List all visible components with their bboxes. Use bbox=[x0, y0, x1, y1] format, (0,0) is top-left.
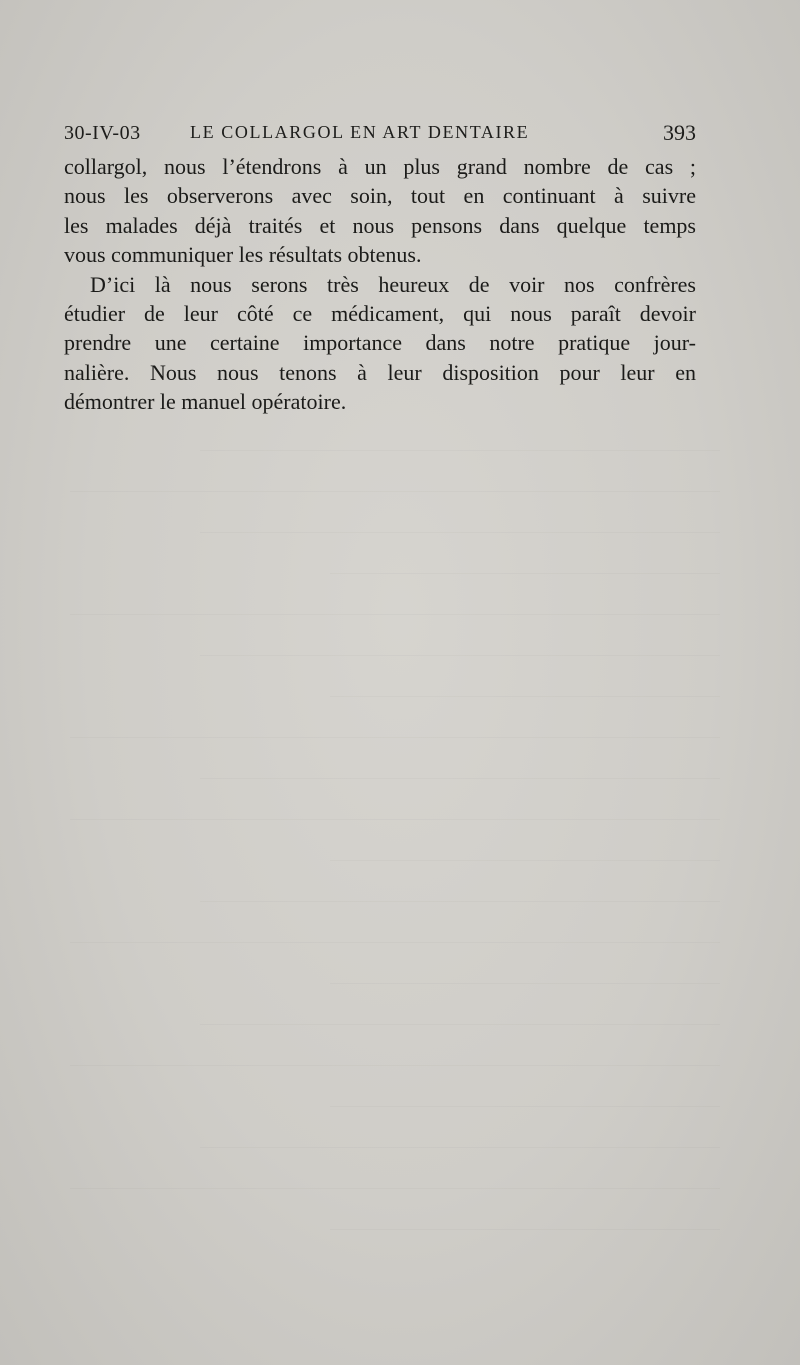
text-line: vous communiquer les résultats obtenus. bbox=[64, 242, 422, 268]
text-line: nalière. Nous nous tenons à leur disposition pour leur en bbox=[64, 359, 696, 385]
running-header bbox=[64, 118, 696, 148]
page-number: 393 bbox=[663, 120, 696, 145]
text-line: D’ici là nous serons très heureux de voir nos confrères bbox=[90, 271, 696, 297]
running-title: LE COLLARGOL EN ART DENTAIRE bbox=[190, 122, 530, 142]
text-line: les malades déjà traités et nous pensons dans quelque temps bbox=[64, 212, 696, 238]
body-text bbox=[64, 152, 696, 417]
paragraph-2 bbox=[64, 270, 696, 417]
text-line: étudier de leur côté ce médicament, qui nous paraît devoir bbox=[64, 301, 696, 327]
text-line: prendre une certaine importance dans notre pratique jour- bbox=[64, 330, 696, 356]
bleed-through-show-through bbox=[70, 420, 720, 1220]
header-date: 30-IV-03 bbox=[64, 122, 141, 144]
text-line: démontrer le manuel opératoire. bbox=[64, 389, 347, 415]
paragraph-1 bbox=[64, 152, 696, 270]
text-line: collargol, nous l’étendrons à un plus grand nombre de cas ; bbox=[64, 154, 696, 179]
text-line: nous les observerons avec soin, tout en continuant à suivre bbox=[64, 183, 696, 209]
